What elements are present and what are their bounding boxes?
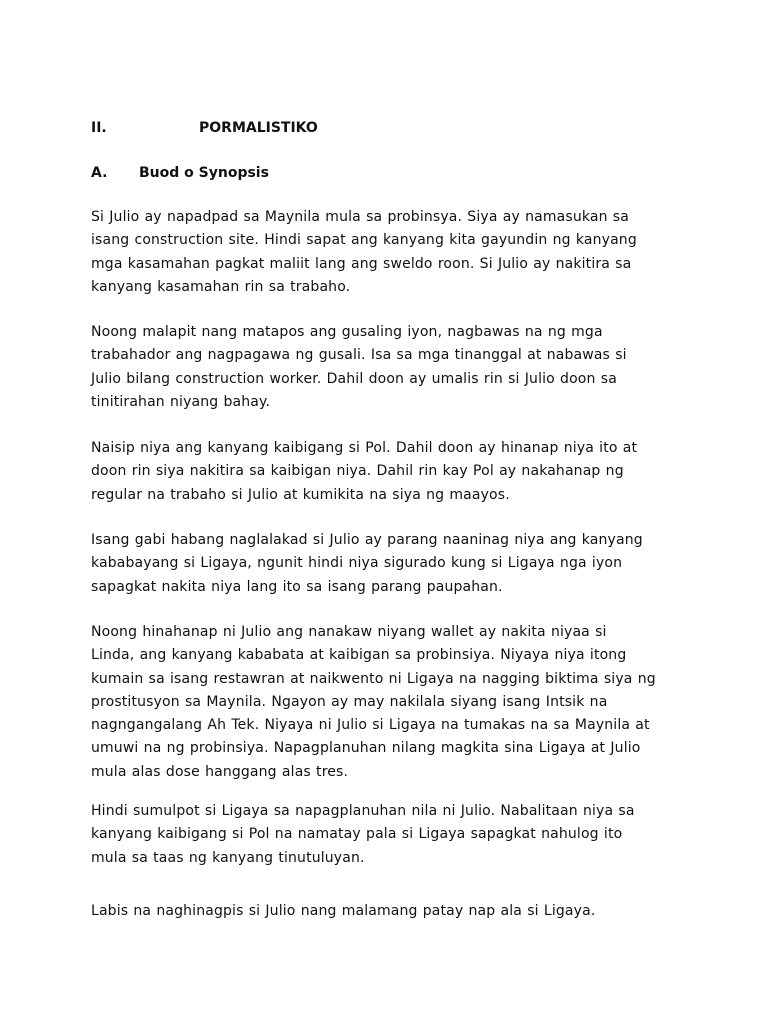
paragraph-line: Labis na naghinagpis si Julio nang malamang patay nap ala si Ligaya. (91, 903, 596, 919)
paragraph-line: regular na trabaho si Julio at kumikita na siya ng maayos. (91, 486, 510, 503)
paragraph-line: nagngangalang Ah Tek. Niyaya ni Julio si Ligaya na tumakas na sa Maynila at (91, 717, 650, 734)
paragraph-6 (91, 800, 691, 870)
paragraph-line: Noong malapit nang matapos ang gusaling iyon, nagbawas na ng mga (91, 324, 603, 340)
paragraph-line: Isang gabi habang naglalakad si Julio ay parang naaninag niya ang kanyang (91, 532, 643, 548)
paragraph-line: sapagkat nakita niya lang ito sa isang parang paupahan. (91, 578, 503, 595)
paragraph-5 (91, 621, 691, 784)
paragraph-line: prostitusyon sa Maynila. Ngayon ay may nakilala siyang isang Intsik na (91, 693, 608, 710)
paragraph-line: kanyang kaibigang si Pol na namatay pala si Ligaya sapagkat nahulog ito (91, 826, 623, 843)
paragraph-line: trabahador ang nagpagawa ng gusali. Isa sa mga tinanggal at nabawas si (91, 347, 627, 364)
paragraph-line: doon rin siya nakitira sa kaibigan niya. Dahil rin kay Pol ay nakahanap ng (91, 463, 624, 480)
paragraph-line: Noong hinahanap ni Julio ang nanakaw niyang wallet ay nakita niyaa si (91, 624, 607, 640)
paragraph-line: Linda, ang kanyang kababata at kaibigan sa probinsiya. Niyaya niya itong (91, 647, 627, 664)
paragraph-line: Hindi sumulpot si Ligaya sa napagplanuhan nila ni Julio. Nabalitaan niya sa (91, 803, 635, 819)
paragraph-line: kanyang kasamahan rin sa trabaho. (91, 278, 351, 295)
subsection-title: Buod o Synopsis (139, 165, 269, 181)
paragraph-line: Si Julio ay napadpad sa Maynila mula sa probinsya. Siya ay namasukan sa (91, 209, 629, 225)
subsection-heading (91, 164, 269, 182)
paragraph-line: mula alas dose hanggang alas tres. (91, 763, 349, 780)
paragraph-line: isang construction site. Hindi sapat ang kanyang kita gayundin ng kanyang (91, 232, 637, 249)
paragraph-line: mga kasamahan pagkat maliit lang ang sweldo roon. Si Julio ay nakitira sa (91, 255, 632, 272)
paragraph-2 (91, 321, 691, 414)
section-number: II. (91, 120, 107, 136)
paragraph-line: tinitirahan niyang bahay. (91, 393, 271, 410)
paragraph-line: Naisip niya ang kanyang kaibigang si Pol. Dahil doon ay hinanap niya ito at (91, 440, 638, 456)
paragraph-4 (91, 529, 691, 599)
subsection-number: A. (91, 165, 108, 181)
section-title: PORMALISTIKO (199, 120, 318, 136)
paragraph-1 (91, 206, 691, 299)
section-heading (91, 119, 318, 137)
paragraph-line: mula sa taas ng kanyang tinutuluyan. (91, 849, 365, 866)
paragraph-line: kumain sa isang restawran at naikwento ni Ligaya na nagging biktima siya ng (91, 670, 656, 687)
paragraph-line: kababayang si Ligaya, ngunit hindi niya sigurado kung si Ligaya nga iyon (91, 555, 623, 572)
paragraph-line: umuwi na ng probinsiya. Napagplanuhan nilang magkita sina Ligaya at Julio (91, 740, 641, 757)
paragraph-3 (91, 437, 691, 507)
paragraph-line: Julio bilang construction worker. Dahil doon ay umalis rin si Julio doon sa (91, 370, 617, 387)
paragraph-7 (91, 900, 691, 923)
